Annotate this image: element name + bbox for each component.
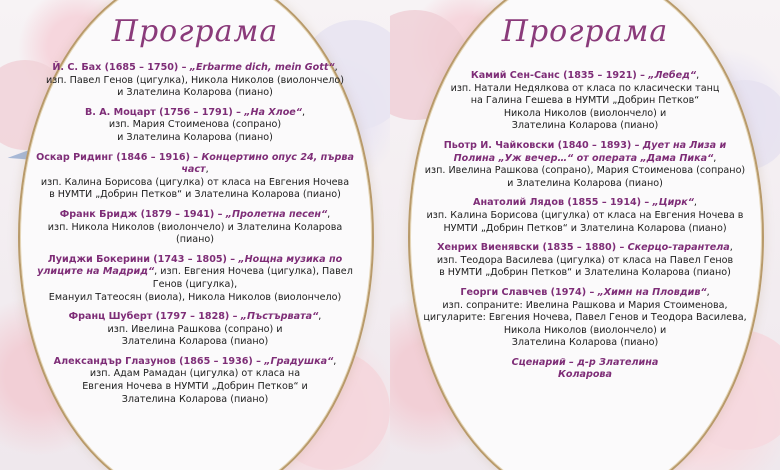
performers-line: изп. сопраните: Ивелина Рашкова и Мария Стоименова, xyxy=(442,299,728,311)
composer: Оскар Ридинг (1846 – 1916) – xyxy=(36,151,202,163)
performers-line: , xyxy=(696,70,700,81)
program-entry xyxy=(32,254,358,304)
performers-line: Никола Николов (виолончело) и xyxy=(503,107,667,119)
credit-line: Коларова xyxy=(558,369,612,381)
work-title: „Лебед“ xyxy=(648,70,697,81)
performers-line: изп. Ивелина Рашкова (сопрано) и xyxy=(107,323,283,335)
program-entry xyxy=(422,70,748,133)
performers-line: изп. Натали Недялкова от класа по класически танц xyxy=(450,82,720,94)
composer: В. А. Моцарт (1756 – 1791) – xyxy=(84,106,245,118)
performers-line: Злателина Коларова (пиано) xyxy=(121,393,269,405)
performers-line: изп. Калина Борисова (цигулка) от класа на Евгения Ночева xyxy=(40,176,350,188)
work-title: „Градушка“ xyxy=(264,355,334,367)
program-list xyxy=(422,70,748,382)
performers-line: и Злателина Коларова (пиано) xyxy=(117,87,273,99)
performers-line: , xyxy=(205,164,209,176)
credit-line: Сценарий – д-р Злателина xyxy=(511,356,659,368)
script-credit xyxy=(422,357,748,382)
work-title: „Пъстървата“ xyxy=(240,311,319,323)
performers-line: изп. Калина Борисова (цигулка) от класа на Евгения Ночева в xyxy=(426,209,744,221)
composer: Хенрих Виенявски (1835 – 1880) – xyxy=(437,242,628,254)
work-title: „На Хлое“ xyxy=(244,106,302,118)
performers-line: , xyxy=(706,286,710,298)
program-entry xyxy=(422,242,748,280)
performers-line: в НУМТИ „Добрин Петков“ и Злателина Коларова (пиано) xyxy=(49,189,341,201)
program-entry xyxy=(422,140,748,190)
performers-line: цигуларите: Евгения Ночева, Павел Генов и Теодора Василева, xyxy=(423,312,747,324)
performers-line: Емануил Татеосян (виола), Никола Николов (виолончело) xyxy=(48,291,342,303)
composer: Камий Сен-Санс (1835 – 1921) – xyxy=(470,70,649,81)
work-title: Концертино опус 24, първа част xyxy=(181,151,354,176)
performers-line: Никола Николов (виолончело) и xyxy=(503,324,667,336)
performers-line: и Злателина Коларова (пиано) xyxy=(507,177,663,189)
work-title: „Erbarme dich, mein Gott“ xyxy=(189,62,335,73)
program-entry xyxy=(32,107,358,145)
program-list xyxy=(32,62,358,413)
performers-line: изп. Мария Стоименова (сопрано) xyxy=(108,119,282,131)
composer: Анатолий Лядов (1855 – 1914) – xyxy=(473,197,653,209)
work-title: „Нощна музика по улиците на Мадрид“ xyxy=(37,253,343,278)
composer: Георги Славчев (1974) – xyxy=(460,286,598,298)
work-title: Дует на Лиза и Полина „Уж вечер…“ от операта „Дама Пика“ xyxy=(453,139,727,164)
work-title: „Химн на Пловдив“ xyxy=(597,286,707,298)
performers-line: изп. Ивелина Рашкова (сопрано), Мария Стоименова (сопрано) xyxy=(424,165,746,177)
performers-line: , xyxy=(334,62,338,73)
program-entry xyxy=(32,209,358,247)
program-entry xyxy=(32,62,358,100)
performers-line: , xyxy=(729,242,733,254)
performers-line: Евгения Ночева в НУМТИ „Добрин Петков“ и xyxy=(82,381,308,393)
performers-line: Злателина Коларова (пиано) xyxy=(511,337,659,349)
performers-line: и Злателина Коларова (пиано) xyxy=(117,131,273,143)
composer: Франк Бридж (1879 – 1941) – xyxy=(59,208,226,220)
program-entry xyxy=(422,287,748,350)
performers-line: изп. Теодора Василева (цигулка) от класа на Павел Генов xyxy=(436,254,734,266)
performers-line: , xyxy=(318,311,322,323)
performers-line: Злателина Коларова (пиано) xyxy=(121,336,269,348)
performers-line: , xyxy=(302,106,306,118)
page-title: Програма xyxy=(501,14,669,49)
program-entry xyxy=(422,197,748,235)
composer: Александър Глазунов (1865 – 1936) – xyxy=(53,355,265,367)
performers-line: , xyxy=(693,197,697,209)
program-panel-right xyxy=(390,0,780,470)
performers-line: в НУМТИ „Добрин Петков“ и Злателина Коларова (пиано) xyxy=(439,267,731,279)
composer: Франц Шуберт (1797 – 1828) – xyxy=(68,311,241,323)
performers-line: Злателина Коларова (пиано) xyxy=(511,120,659,132)
page-title: Програма xyxy=(111,14,279,49)
performers-line: , xyxy=(713,152,717,164)
performers-line: изп. Никола Николов (виолончело) и Злателина Коларова (пиано) xyxy=(47,221,343,246)
work-title: Скерцо-тарантела xyxy=(627,242,730,254)
performers-line: , изп. Евгения Ночева (цигулка), Павел Генов (цигулка), xyxy=(152,266,353,290)
performers-line: на Галина Гешева в НУМТИ „Добрин Петков“ xyxy=(470,95,700,107)
work-title: „Пролетна песен“ xyxy=(225,208,328,220)
composer: Й. С. Бах (1685 – 1750) – xyxy=(52,62,190,73)
composer: Луиджи Бокерини (1743 – 1805) – xyxy=(47,253,239,265)
performers-line: , xyxy=(333,355,337,367)
program-entry xyxy=(32,152,358,202)
program-entry xyxy=(32,356,358,406)
performers-line: изп. Адам Рамадан (цигулка) от класа на xyxy=(89,368,301,380)
program-entry xyxy=(32,311,358,349)
composer: Пьотр И. Чайковски (1840 – 1893) – xyxy=(443,139,643,151)
performers-line: НУМТИ „Добрин Петков“ и Злателина Коларова (пиано) xyxy=(443,222,727,234)
work-title: „Цирк“ xyxy=(652,197,694,209)
performers-line: , xyxy=(327,208,331,220)
performers-line: изп. Павел Генов (цигулка), Никола Николов (виолончело) xyxy=(45,74,345,86)
